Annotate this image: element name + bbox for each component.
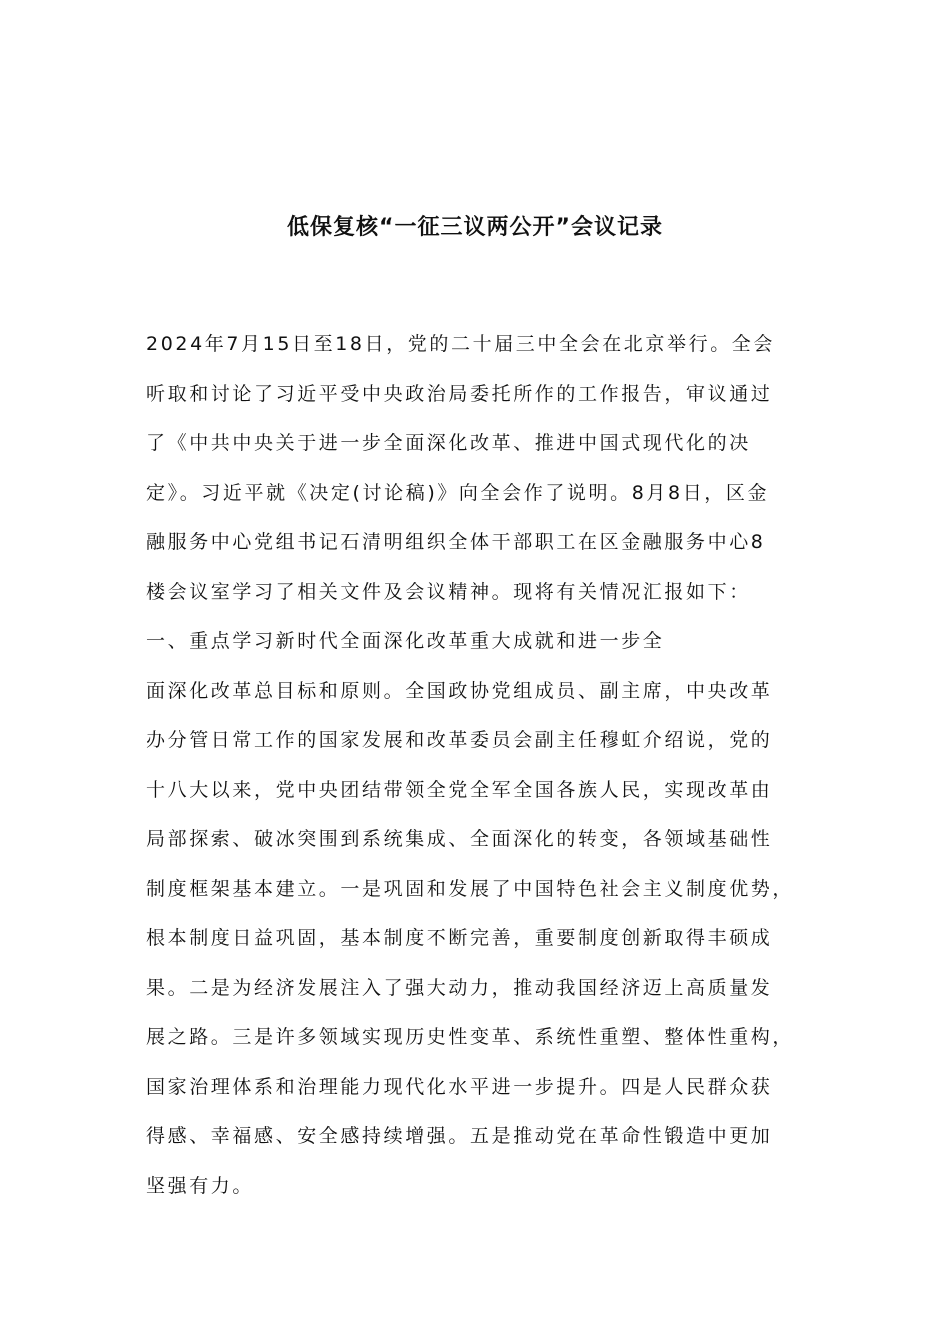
- body-line: 办分管日常工作的国家发展和改革委员会副主任穆虹介绍说，党的: [146, 729, 773, 751]
- body-line: 展之路。三是许多领域实现历史性变革、系统性重塑、整体性重构，: [146, 1026, 795, 1048]
- body-line: 坚强有力。: [146, 1174, 255, 1197]
- body-line: 根本制度日益巩固，基本制度不断完善，重要制度创新取得丰硕成: [146, 927, 773, 949]
- body-line: 制度框架基本建立。一是巩固和发展了中国特色社会主义制度优势，: [146, 877, 795, 900]
- body-line: 国家治理体系和治理能力现代化水平进一步提升。四是人民群众获: [146, 1075, 773, 1098]
- body-line: 定》。习近平就《决定(讨论稿)》向全会作了说明。8月8日，区金: [146, 481, 770, 504]
- document-body: [146, 324, 826, 1215]
- section-heading-line: 一、重点学习新时代全面深化改革重大成就和进一步全: [146, 630, 665, 652]
- body-line: 面深化改革总目标和原则。全国政协党组成员、副主席，中央改革: [146, 679, 773, 702]
- body-line: 2024年7月15日至18日，党的二十届三中全会在北京举行。全会: [146, 333, 775, 355]
- body-line: 局部探索、破冰突围到系统集成、全面深化的转变，各领域基础性: [146, 828, 773, 850]
- body-line: 果。二是为经济发展注入了强大动力，推动我国经济迈上高质量发: [146, 976, 773, 999]
- body-line: 十八大以来，党中央团结带领全党全军全国各族人民，实现改革由: [146, 778, 773, 801]
- body-line: 了《中共中央关于进一步全面深化改革、推进中国式现代化的决: [146, 432, 751, 454]
- document-title: 低保复核“一征三议两公开”会议记录: [287, 215, 663, 240]
- body-line: 听取和讨论了习近平受中央政治局委托所作的工作报告，审议通过: [146, 382, 773, 405]
- body-line: 楼会议室学习了相关文件及会议精神。现将有关情况汇报如下：: [146, 580, 751, 603]
- body-line: 得感、幸福感、安全感持续增强。五是推动党在革命性锻造中更加: [146, 1125, 773, 1147]
- body-line: 融服务中心党组书记石清明组织全体干部职工在区金融服务中心8: [146, 531, 766, 553]
